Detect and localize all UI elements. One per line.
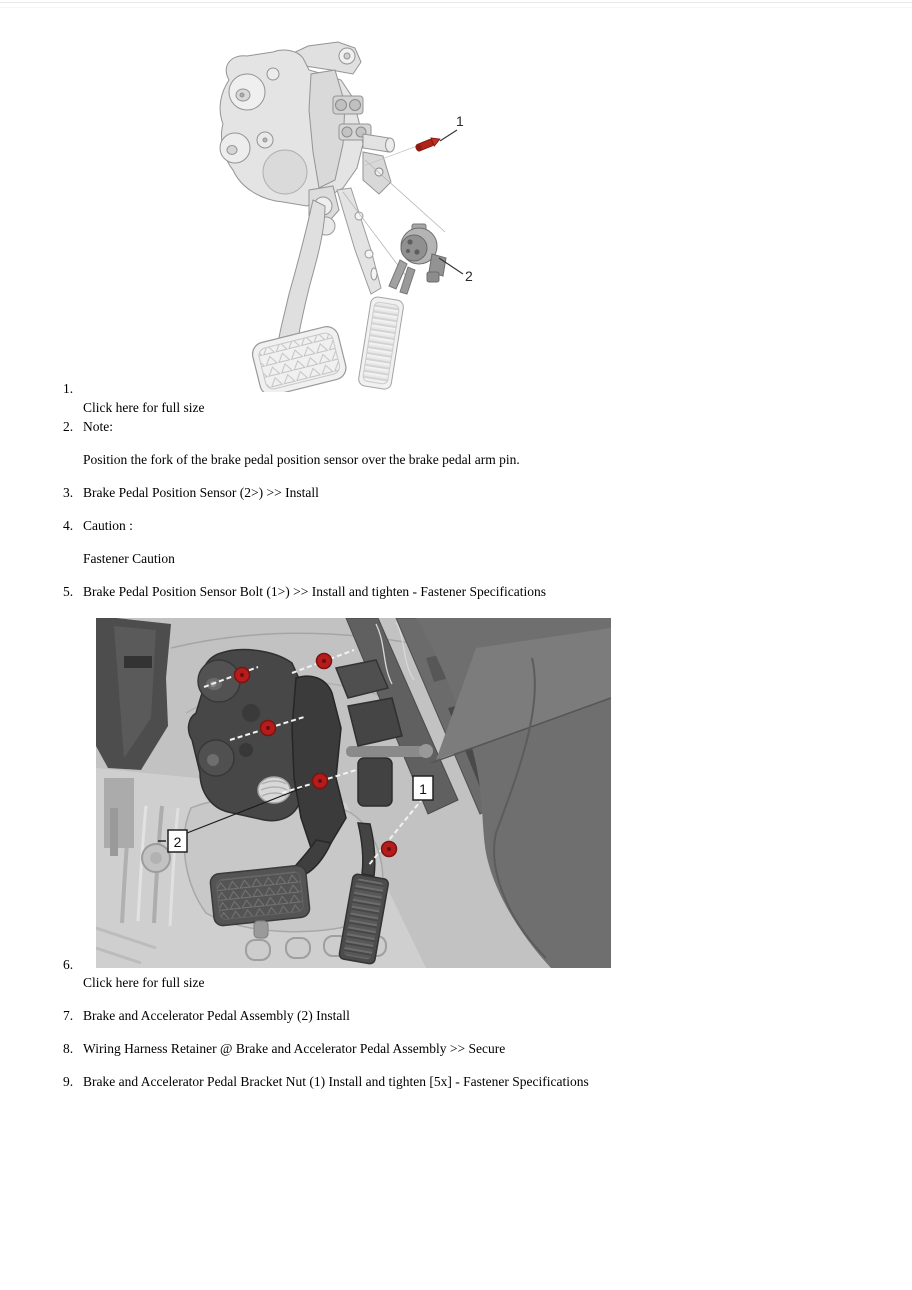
step-2-number: 2.: [63, 419, 74, 434]
step-9-number: 9.: [63, 1074, 74, 1089]
callout-1-leader: [440, 130, 457, 141]
step-5-text: Brake Pedal Position Sensor Bolt (1>) >> Install and tighten - Fastener Specifications: [83, 584, 547, 599]
step-7-number: 7.: [63, 1008, 74, 1023]
step-6-number: 6.: [63, 957, 74, 972]
step-1-number: 1.: [63, 381, 74, 396]
step-8-text: Wiring Harness Retainer @ Brake and Accelerator Pedal Assembly >> Secure: [83, 1041, 506, 1056]
red-nut: [317, 654, 332, 669]
pedal-stem: [254, 921, 268, 938]
red-nut: [382, 842, 397, 857]
red-nut: [235, 668, 250, 683]
callout-1-label: 1: [456, 113, 464, 129]
figure-brake-pedal-sensor-exploded[interactable]: [213, 40, 483, 392]
sensor-bolt-red: [414, 135, 441, 153]
step-3-number: 3.: [63, 485, 74, 500]
top-divider: [0, 2, 912, 3]
step-7-text: Brake and Accelerator Pedal Assembly (2) Install: [83, 1008, 350, 1023]
step-3-text: Brake Pedal Position Sensor (2>) >> Install: [83, 485, 319, 500]
callout-2-label: 2: [173, 834, 182, 850]
red-nut: [313, 774, 328, 789]
step-4-caution-text: Fastener Caution: [83, 551, 175, 566]
callout-2-label: 2: [465, 268, 473, 284]
figure-pedal-assembly-in-vehicle[interactable]: [96, 618, 611, 968]
full-size-link-2[interactable]: Click here for full size: [83, 975, 205, 990]
top-divider-2: [0, 7, 912, 8]
brake-pedal-pad: [250, 324, 348, 392]
step-4-label: Caution :: [83, 518, 133, 533]
brake-pedal-pad-dark: [210, 865, 311, 927]
full-size-link-1[interactable]: Click here for full size: [83, 400, 205, 415]
callout-1-label: 1: [419, 781, 427, 797]
accelerator-pedal: [358, 296, 405, 390]
step-9-text: Brake and Accelerator Pedal Bracket Nut (1) Install and tighten [5x] - Fastener Specifications: [83, 1074, 589, 1089]
step-2-label: Note:: [83, 419, 113, 434]
step-4-number: 4.: [63, 518, 74, 533]
step-8-number: 8.: [63, 1041, 74, 1056]
red-nut: [261, 721, 276, 736]
leader-line: [365, 160, 445, 232]
callout-1-box: [413, 776, 433, 800]
step-5-number: 5.: [63, 584, 74, 599]
brake-pedal-position-sensor: [389, 224, 446, 294]
step-2-note-text: Position the fork of the brake pedal position sensor over the brake pedal arm pin.: [83, 452, 520, 467]
